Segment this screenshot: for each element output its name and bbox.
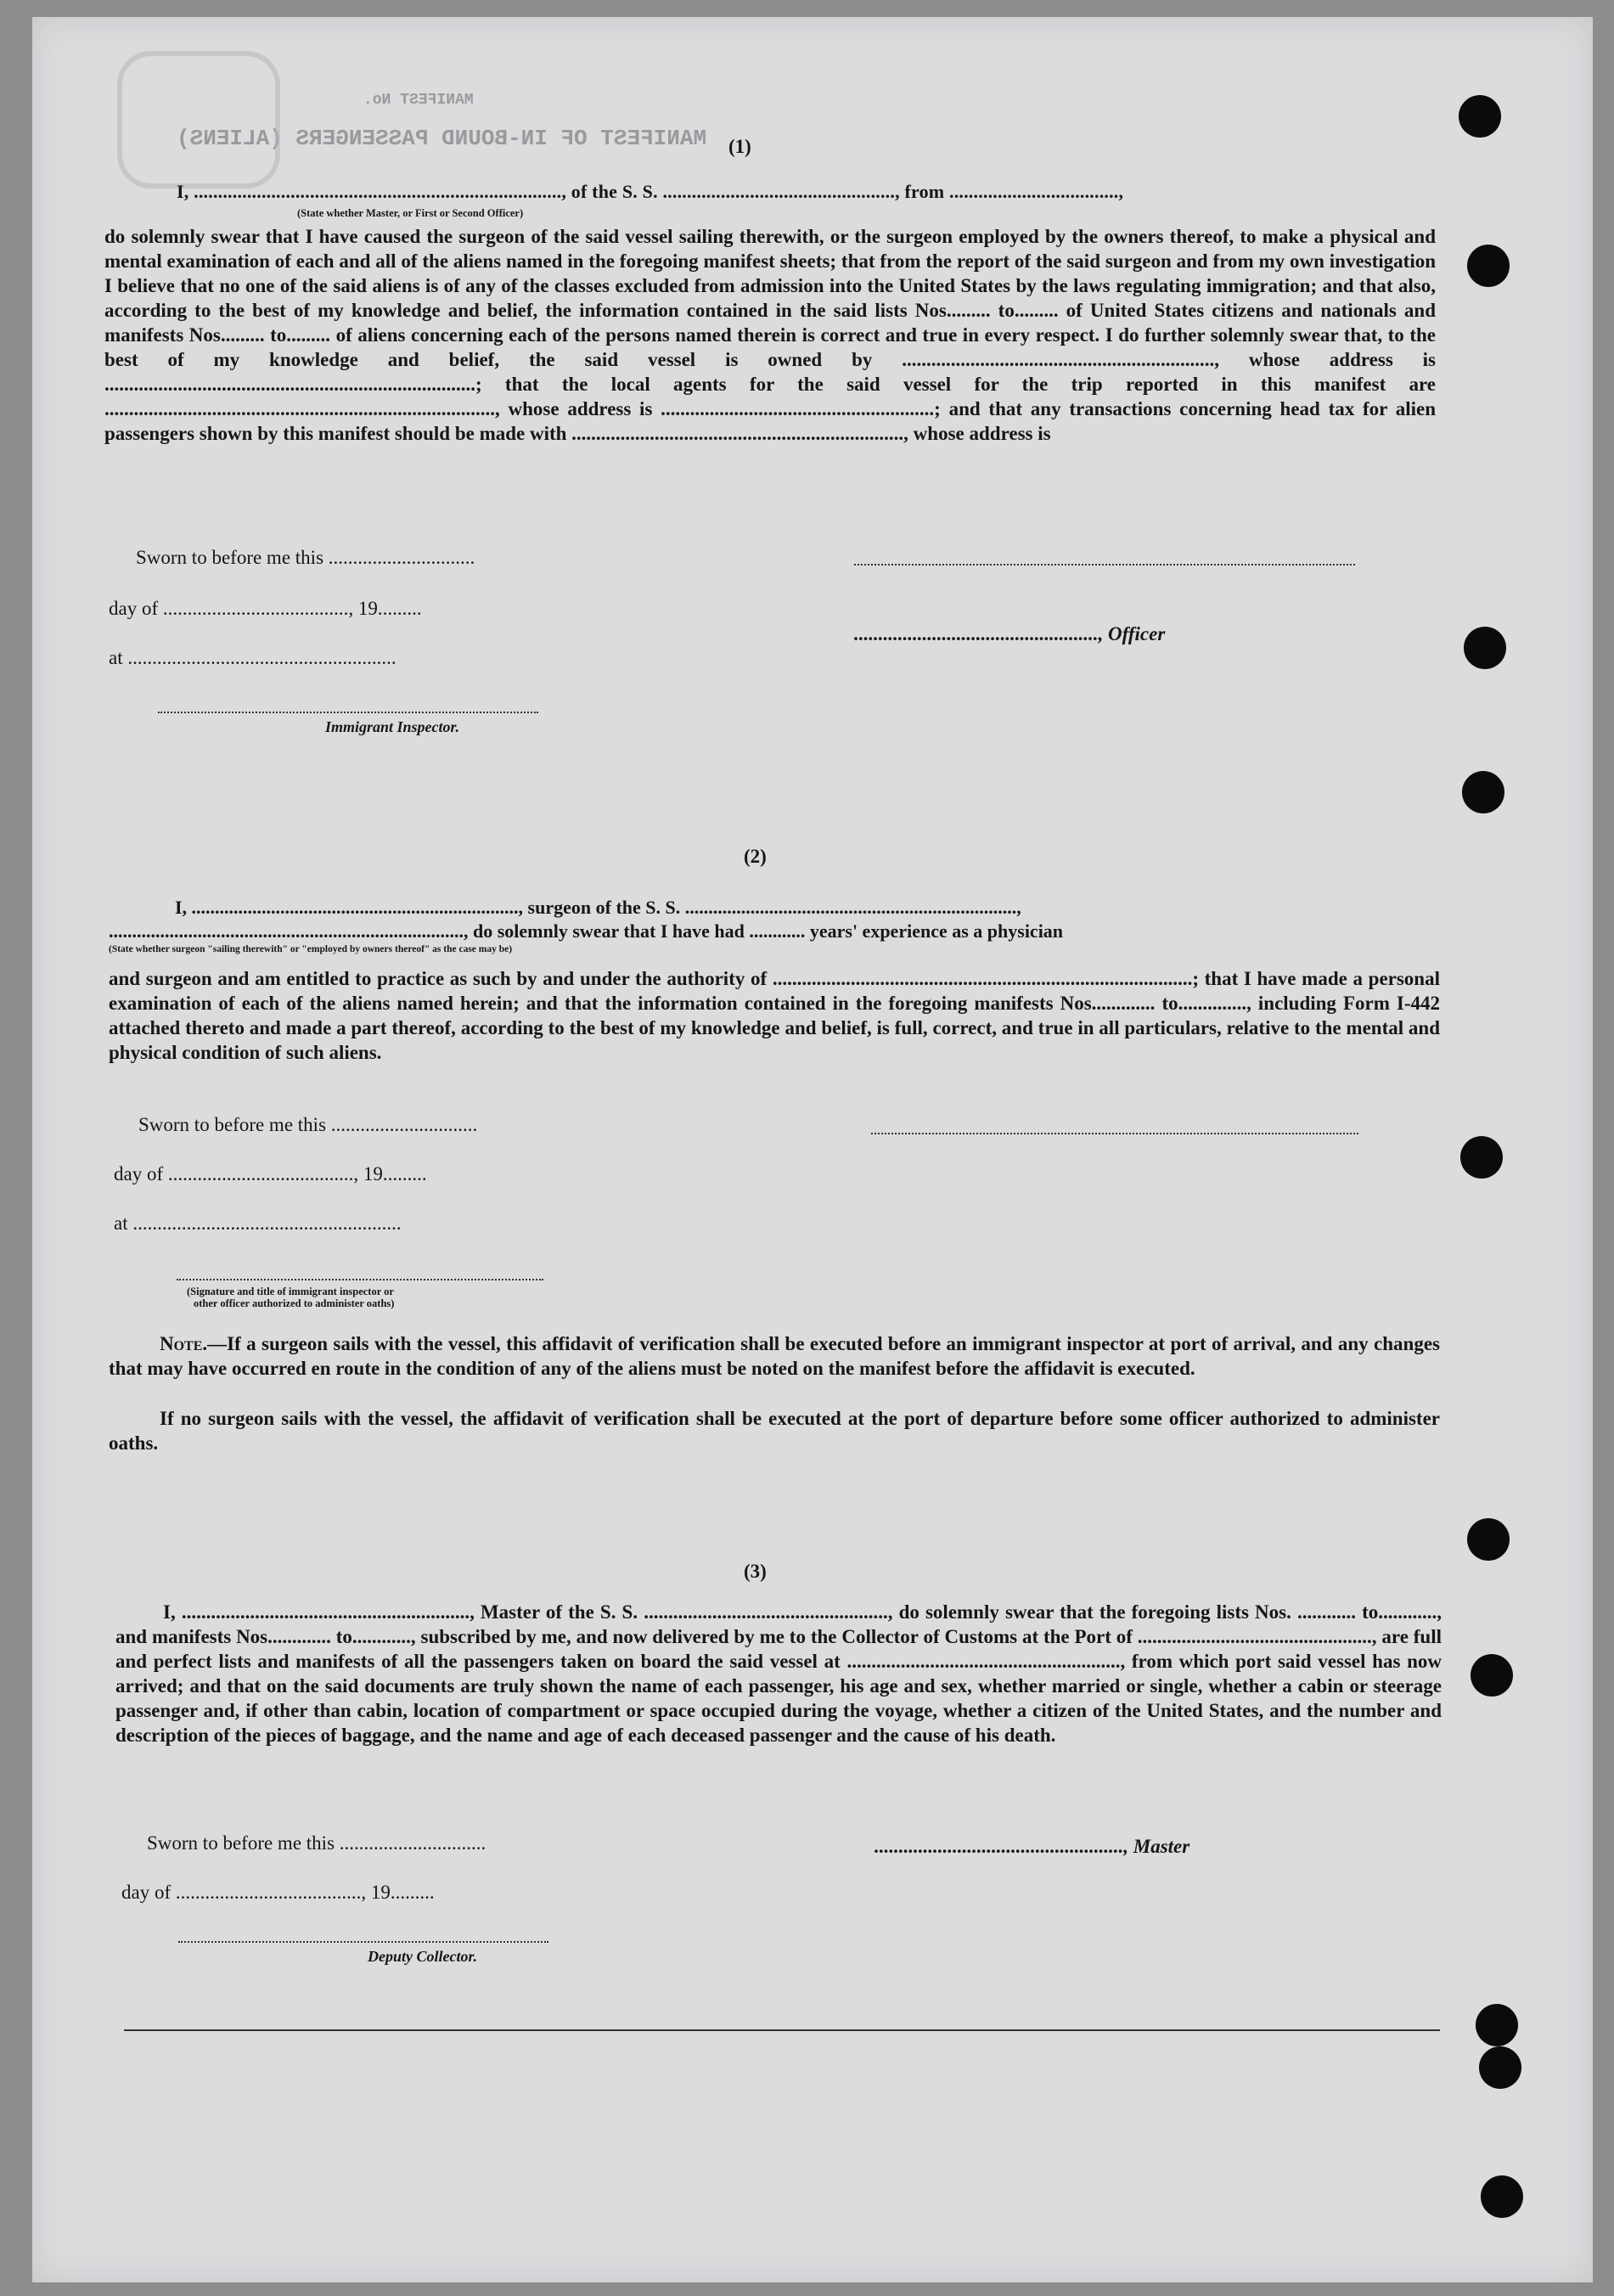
section-2-signature-note-2: other officer authorized to administer oaths) xyxy=(194,1297,395,1309)
section-2-line-2: ............................................................................, do solemnly swear that I have had ............ years' experience as a physician xyxy=(109,920,1064,942)
section-1-inspector-label: Immigrant Inspector. xyxy=(325,718,460,735)
section-3-master: ..................................................., Master xyxy=(874,1836,1190,1857)
section-2-note-2: If no surgeon sails with the vessel, the affidavit of verification shall be executed at the port of departure before some officer authorized to administer oaths. xyxy=(109,1408,1440,1454)
section-1-number: (1) xyxy=(728,136,751,157)
section-1-inspector-signature-line xyxy=(158,712,538,713)
document-page xyxy=(32,17,1593,2282)
section-2-surgeon-signature-line xyxy=(871,1133,1358,1134)
section-2-line-1: I, ......................................................................, surgeon of the S. S. ......................................................................., xyxy=(175,897,1021,918)
section-2-inspector-signature-line xyxy=(177,1279,543,1280)
section-3-body: I, ..........................................................., Master of the S. S. .................................................., do solemnly swear that the foregoing lists Nos. ............ to............, and manifests Nos............. to............, subscribed by me, and now delivered by me to the Collector of Customs at the Port of ................................................, are full and perfect lists and manifests of all the passengers taken on board the said vessel at ........................................................, from which port said vessel has now arrived; and that on the said documents are truly shown the name of each passenger, his age and sex, whether married or single, whether a cabin or steerage passenger and, if other than cabin, location of compartment or space occupied during the voyage, whether a citizen of the United States, and the number and description of the pieces of baggage, and the name and age of each deceased passenger and the cause of his death. xyxy=(115,1601,1442,1746)
section-1-officer: .................................................., Officer xyxy=(854,623,1166,644)
section-2-number: (2) xyxy=(744,846,767,867)
section-2-state-note: (State whether surgeon "sailing therewith" or "employed by owners thereof" as the case may be) xyxy=(109,944,513,954)
section-1-master-signature-line xyxy=(854,564,1355,566)
bottom-rule xyxy=(124,2029,1440,2031)
section-3-day-of: day of ......................................, 19......... xyxy=(121,1882,435,1903)
section-3-number: (3) xyxy=(744,1561,767,1582)
section-1-at: at ....................................................... xyxy=(109,647,396,668)
section-1-sworn: Sworn to before me this .............................. xyxy=(136,547,475,568)
binder-hole xyxy=(1462,771,1504,813)
section-2-note-label: Note. xyxy=(160,1333,208,1354)
section-2-at: at ....................................................... xyxy=(114,1213,402,1234)
binder-hole xyxy=(1467,1518,1510,1561)
section-1-state-note: (State whether Master, or First or Second Officer) xyxy=(297,207,524,219)
section-2-note-text-1: —If a surgeon sails with the vessel, this affidavit of verification shall be executed before an immigrant inspector at port of arrival, and any changes that may have occurred en route in the condition of any of the aliens must be noted on the manifest before the affidavit is executed. xyxy=(109,1333,1440,1379)
binder-hole xyxy=(1481,2175,1523,2218)
bleed-through-header: MANIFEST OF IN-BOUND PASSENGERS (ALIENS) xyxy=(177,126,707,151)
bleed-through-stamp xyxy=(117,51,280,189)
section-1-day-of: day of ......................................, 19......... xyxy=(109,598,422,619)
section-2-day-of: day of ......................................, 19......... xyxy=(114,1163,427,1185)
section-2-body: and surgeon and am entitled to practice as such by and under the authority of ......................................................................................; that I have made a personal examination of each of the aliens named herein; and that the information contained in the foregoing manifests Nos............. to.............., including Form I-442 attached thereto and made a part thereof, according to the best of my knowledge and belief, is full, correct, and true in all particulars, relative to the mental and physical condition of such aliens. xyxy=(109,968,1440,1063)
section-1-body: do solemnly swear that I have caused the surgeon of the said vessel sailing therewith, or the surgeon employed by the owners thereof, to make a physical and mental examination of each and all of the aliens named in the foregoing manifest sheets; that from the report of the said surgeon and from my own investigation I believe that no one of the said aliens is of any of the classes excluded from admission into the United States by the laws regulating immigration; and that also, according to the best of my knowledge and belief, the information contained in the said lists Nos......... to......... of United States citizens and nationals and manifests Nos......... to......... of aliens concerning each of the persons named therein is correct and true in every respect. I do further solemnly swear that, to the best of my knowledge and belief, the said vessel is owned by ................................................................, whose address is ............................................................................; that the local agents for the said vessel for the trip reported in this manifest are ................................................................................, whose address is ........................................................; and that any transactions concerning head tax for alien passengers shown by this manifest should be made with ...................................................................., whose address is xyxy=(104,226,1436,444)
binder-hole xyxy=(1459,95,1501,138)
section-3-collector-signature-line xyxy=(178,1941,548,1943)
section-2-signature-note-1: (Signature and title of immigrant inspector or xyxy=(187,1286,394,1297)
binder-hole xyxy=(1467,245,1510,287)
section-3-sworn: Sworn to before me this .............................. xyxy=(147,1832,486,1854)
binder-hole xyxy=(1471,1654,1513,1697)
binder-hole xyxy=(1464,627,1506,669)
section-3-collector-label: Deputy Collector. xyxy=(368,1948,477,1965)
bleed-through-manifest-no: MANIFEST No. xyxy=(363,92,474,109)
binder-hole xyxy=(1479,2046,1521,2089)
binder-hole xyxy=(1476,2004,1518,2046)
section-2-note xyxy=(109,1331,1440,1381)
section-2-sworn: Sworn to before me this .............................. xyxy=(138,1114,478,1135)
section-1-oath-line: I, ............................................................................, of the S. S. ................................................, from ..................................., xyxy=(177,181,1124,202)
binder-hole xyxy=(1460,1136,1503,1179)
